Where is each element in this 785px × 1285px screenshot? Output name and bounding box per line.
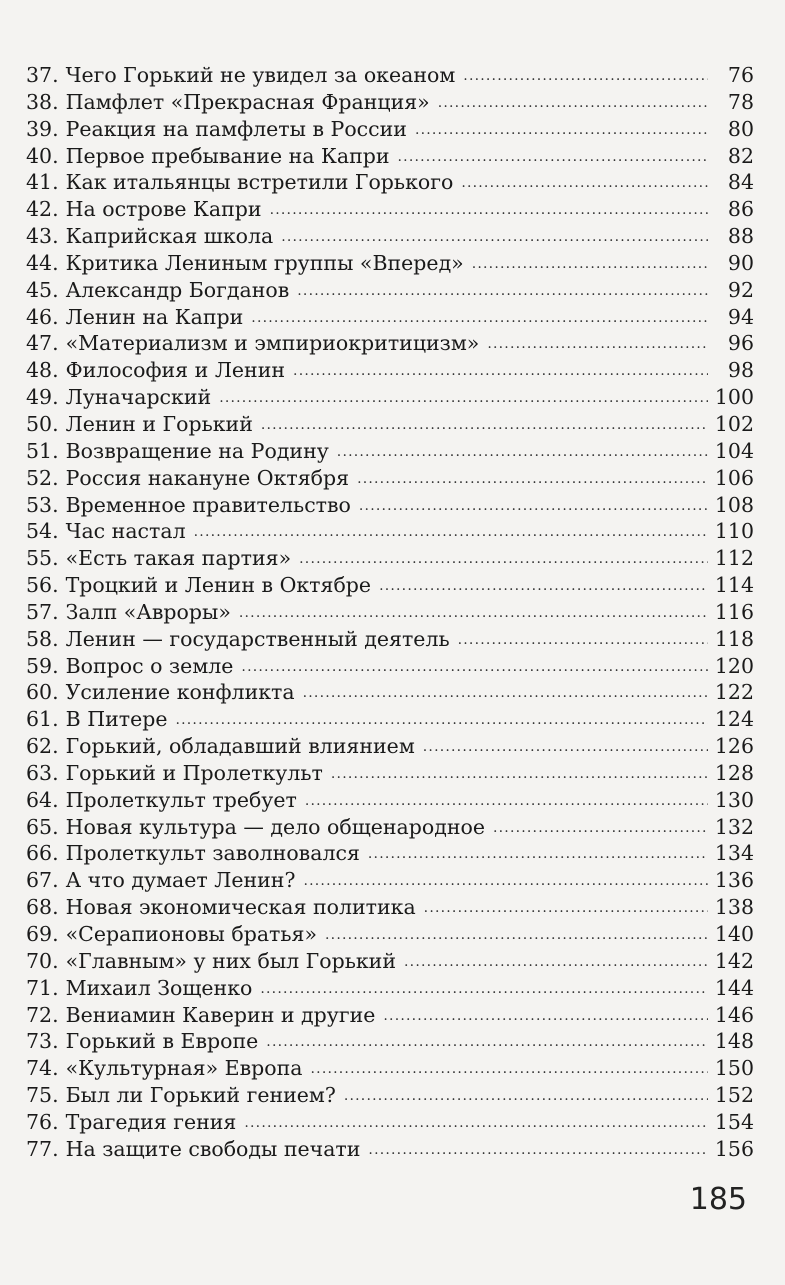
toc-entry-title: Философия и Ленин	[65, 358, 286, 383]
toc-entry-title: Час настал	[65, 519, 186, 544]
toc-entry-number: 63.	[26, 760, 59, 785]
toc-entry-page: 112	[714, 546, 754, 571]
toc-entry	[26, 330, 754, 357]
dot-leader	[438, 93, 708, 113]
dot-leader	[239, 603, 708, 623]
toc-entry-title: Ленин — государственный деятель	[65, 626, 450, 651]
toc-entry-page: 130	[714, 787, 754, 812]
toc-entry-title: На защите свободы печати	[65, 1136, 361, 1161]
toc-entry-page: 78	[727, 89, 754, 114]
toc-entry-number: 66.	[26, 841, 59, 866]
toc-entry	[26, 1055, 754, 1082]
dot-leader	[423, 737, 708, 757]
toc-entry-number: 43.	[26, 224, 59, 249]
toc-entry-number: 46.	[26, 304, 59, 329]
toc-entry-page: 114	[714, 573, 754, 598]
toc-entry-number: 39.	[26, 116, 59, 141]
toc-entry-page: 136	[714, 868, 754, 893]
toc-entry-title: Пролеткульт заволновался	[65, 841, 360, 866]
toc-entry-title: Александр Богданов	[65, 277, 290, 302]
toc-entry-number: 38.	[26, 89, 59, 114]
toc-entry-number: 48.	[26, 358, 59, 383]
toc-entry	[26, 465, 754, 492]
toc-entry	[26, 411, 754, 438]
toc-entry-title: Новая экономическая политика	[65, 895, 416, 920]
toc-entry-number: 41.	[26, 170, 59, 195]
toc-entry-title: Горький и Пролеткульт	[65, 760, 323, 785]
toc-entry-number: 45.	[26, 277, 59, 302]
dot-leader	[368, 844, 708, 864]
dot-leader	[331, 764, 708, 784]
toc-entry-number: 47.	[26, 331, 59, 356]
toc-entry-number: 69.	[26, 922, 59, 946]
toc-entry-number: 58.	[26, 626, 59, 651]
toc-entry-number: 61.	[26, 707, 59, 732]
toc-entry	[26, 277, 754, 304]
toc-entry-number: 75.	[26, 1083, 59, 1108]
dot-leader	[299, 549, 708, 569]
toc-entry-number: 65.	[26, 814, 59, 839]
dot-leader	[337, 442, 708, 462]
dot-leader	[461, 173, 708, 193]
dot-leader	[383, 1006, 708, 1026]
toc-entry-title: Реакция на памфлеты в России	[65, 116, 407, 141]
toc-entry	[26, 169, 754, 196]
toc-entry	[26, 116, 754, 143]
toc-entry-page: 98	[727, 358, 754, 383]
toc-entry-page: 96	[727, 331, 754, 356]
dot-leader	[357, 469, 708, 489]
dot-leader	[344, 1086, 708, 1106]
dot-leader	[260, 979, 708, 999]
toc-entry	[26, 706, 754, 733]
toc-entry	[26, 492, 754, 519]
toc-entry-number: 57.	[26, 599, 59, 624]
dot-leader	[303, 683, 708, 703]
page-number: 185	[689, 1182, 747, 1217]
toc-entry-page: 150	[714, 1056, 754, 1081]
toc-entry-title: Каприйская школа	[65, 224, 274, 249]
dot-leader	[303, 871, 708, 891]
dot-leader	[472, 254, 708, 274]
dot-leader	[398, 147, 708, 167]
toc-entry-number: 51.	[26, 438, 59, 463]
dot-leader	[194, 522, 708, 542]
toc-entry-page: 92	[727, 277, 754, 302]
toc-entry-page: 102	[714, 411, 754, 436]
toc-entry	[26, 438, 754, 465]
dot-leader	[281, 227, 708, 247]
toc-entry	[26, 840, 754, 867]
toc-entry	[26, 1136, 754, 1163]
toc-entry	[26, 545, 754, 572]
toc-entry-number: 44.	[26, 250, 59, 275]
toc-entry-page: 148	[714, 1029, 754, 1054]
toc-entry	[26, 196, 754, 223]
dot-leader	[251, 308, 708, 328]
toc-entry-title: Залп «Авроры»	[65, 599, 231, 624]
toc-entry	[26, 250, 754, 277]
toc-entry	[26, 62, 754, 89]
toc-entry-number: 40.	[26, 143, 59, 168]
toc-entry-page: 138	[714, 895, 754, 920]
toc-entry-title: Усиление конфликта	[65, 680, 295, 705]
toc-entry-page: 152	[714, 1083, 754, 1108]
dot-leader	[368, 1140, 708, 1160]
toc-entry-title: Критика Лениным группы «Вперед»	[65, 250, 464, 275]
dot-leader	[244, 1113, 708, 1133]
toc-entry	[26, 518, 754, 545]
toc-entry-title: «Есть такая партия»	[65, 546, 292, 571]
toc-entry-number: 53.	[26, 492, 59, 517]
toc-entry	[26, 599, 754, 626]
toc-entry-number: 72.	[26, 1002, 59, 1027]
toc-entry-page: 156	[714, 1136, 754, 1161]
toc-entry-page: 140	[714, 922, 754, 946]
toc-entry	[26, 787, 754, 814]
toc-entry-number: 54.	[26, 519, 59, 544]
toc-entry	[26, 384, 754, 411]
toc-entry-title: Был ли Горький гением?	[65, 1083, 336, 1108]
toc-entry-number: 52.	[26, 465, 59, 490]
toc-entry	[26, 814, 754, 841]
toc-entry	[26, 760, 754, 787]
toc-entry-number: 50.	[26, 411, 59, 436]
toc-entry-title: Как итальянцы встретили Горького	[65, 170, 454, 195]
toc-entry-title: Россия накануне Октября	[65, 465, 350, 490]
dot-leader	[493, 818, 708, 838]
dot-leader	[487, 334, 708, 354]
dot-leader	[379, 576, 708, 596]
toc-entry-title: Луначарский	[65, 385, 212, 410]
toc-entry-page: 110	[714, 519, 754, 544]
toc-entry-number: 67.	[26, 868, 59, 893]
toc-entry-number: 37.	[26, 63, 59, 87]
toc-entry-page: 122	[714, 680, 754, 705]
toc-entry-number: 62.	[26, 734, 59, 759]
toc-entry-title: На острове Капри	[65, 197, 262, 222]
dot-leader	[261, 415, 708, 435]
toc-entry	[26, 1002, 754, 1029]
dot-leader	[424, 898, 708, 918]
toc-entry-number: 76.	[26, 1109, 59, 1134]
toc-entry	[26, 1109, 754, 1136]
table-of-contents	[26, 62, 754, 1163]
toc-entry-title: «Главным» у них был Горький	[65, 948, 397, 973]
toc-entry-title: Трагедия гения	[65, 1109, 237, 1134]
toc-entry-number: 56.	[26, 573, 59, 598]
toc-entry-page: 128	[714, 760, 754, 785]
dot-leader	[266, 1032, 708, 1052]
dot-leader	[270, 200, 708, 220]
toc-entry-title: Вопрос о земле	[65, 653, 234, 678]
toc-entry-page: 116	[714, 599, 754, 624]
dot-leader	[325, 925, 708, 945]
toc-entry-title: Ленин и Горький	[65, 411, 253, 436]
toc-entry	[26, 572, 754, 599]
toc-entry-title: Чего Горький не увидел за океаном	[65, 63, 456, 87]
toc-entry	[26, 733, 754, 760]
toc-entry-page: 86	[727, 197, 754, 222]
toc-entry	[26, 1082, 754, 1109]
toc-entry-page: 118	[714, 626, 754, 651]
toc-entry-number: 71.	[26, 975, 59, 1000]
dot-leader	[463, 66, 708, 86]
toc-entry-number: 49.	[26, 385, 59, 410]
toc-entry-number: 68.	[26, 895, 59, 920]
toc-entry-page: 146	[714, 1002, 754, 1027]
toc-entry-page: 100	[714, 385, 754, 410]
toc-entry-title: Временное правительство	[65, 492, 351, 517]
toc-entry	[26, 304, 754, 331]
toc-entry-title: «Культурная» Европа	[65, 1056, 303, 1081]
toc-entry-page: 90	[727, 250, 754, 275]
toc-entry-title: Первое пребывание на Капри	[65, 143, 390, 168]
toc-entry-page: 84	[727, 170, 754, 195]
toc-entry-page: 154	[714, 1109, 754, 1134]
toc-entry-page: 132	[714, 814, 754, 839]
toc-entry-number: 74.	[26, 1056, 59, 1081]
dot-leader	[311, 1059, 708, 1079]
toc-entry-title: Ленин на Капри	[65, 304, 244, 329]
toc-entry-page: 88	[727, 224, 754, 249]
toc-entry-page: 142	[714, 948, 754, 973]
toc-entry-title: «Серапионовы братья»	[65, 922, 318, 946]
toc-entry	[26, 921, 754, 948]
toc-entry-page: 104	[714, 438, 754, 463]
dot-leader	[297, 281, 708, 301]
toc-entry-page: 124	[714, 707, 754, 732]
toc-entry	[26, 948, 754, 975]
toc-entry	[26, 653, 754, 680]
toc-entry	[26, 357, 754, 384]
toc-entry-title: «Материализм и эмпириокритицизм»	[65, 331, 480, 356]
toc-entry-title: Горький в Европе	[65, 1029, 259, 1054]
toc-entry-title: Пролеткульт требует	[65, 787, 297, 812]
toc-entry-number: 77.	[26, 1136, 59, 1161]
toc-entry	[26, 1028, 754, 1055]
dot-leader	[293, 361, 708, 381]
toc-entry	[26, 975, 754, 1002]
toc-entry-title: Новая культура — дело общенародное	[65, 814, 485, 839]
toc-entry-title: Михаил Зощенко	[65, 975, 253, 1000]
dot-leader	[404, 952, 708, 972]
toc-entry	[26, 143, 754, 170]
toc-entry-title: Горький, обладавший влиянием	[65, 734, 415, 759]
toc-entry-page: 126	[714, 734, 754, 759]
toc-entry-page: 144	[714, 975, 754, 1000]
toc-entry-page: 82	[727, 143, 754, 168]
dot-leader	[241, 657, 708, 677]
toc-entry	[26, 626, 754, 653]
toc-entry	[26, 89, 754, 116]
toc-entry-title: Вениамин Каверин и другие	[65, 1002, 376, 1027]
toc-entry-title: В Питере	[65, 707, 168, 732]
toc-entry-page: 106	[714, 465, 754, 490]
toc-entry	[26, 223, 754, 250]
dot-leader	[175, 710, 708, 730]
dot-leader	[219, 388, 708, 408]
dot-leader	[415, 120, 708, 140]
toc-entry-page: 108	[714, 492, 754, 517]
toc-entry-page: 94	[727, 304, 754, 329]
toc-entry-page: 120	[714, 653, 754, 678]
toc-entry-page: 76	[727, 63, 754, 87]
toc-entry-title: Возвращение на Родину	[65, 438, 329, 463]
toc-entry-number: 60.	[26, 680, 59, 705]
toc-entry-page: 80	[727, 116, 754, 141]
toc-entry-number: 70.	[26, 948, 59, 973]
toc-entry-number: 59.	[26, 653, 59, 678]
dot-leader	[359, 496, 708, 516]
toc-entry-title: Памфлет «Прекрасная Франция»	[65, 89, 430, 114]
toc-entry	[26, 867, 754, 894]
toc-entry-number: 73.	[26, 1029, 59, 1054]
toc-entry	[26, 679, 754, 706]
toc-entry-number: 42.	[26, 197, 59, 222]
toc-entry	[26, 894, 754, 921]
toc-entry-page: 134	[714, 841, 754, 866]
toc-entry-number: 64.	[26, 787, 59, 812]
toc-entry-number: 55.	[26, 546, 59, 571]
toc-entry-title: А что думает Ленин?	[65, 868, 296, 893]
dot-leader	[305, 791, 708, 811]
toc-entry-title: Троцкий и Ленин в Октябре	[65, 573, 372, 598]
dot-leader	[458, 630, 708, 650]
